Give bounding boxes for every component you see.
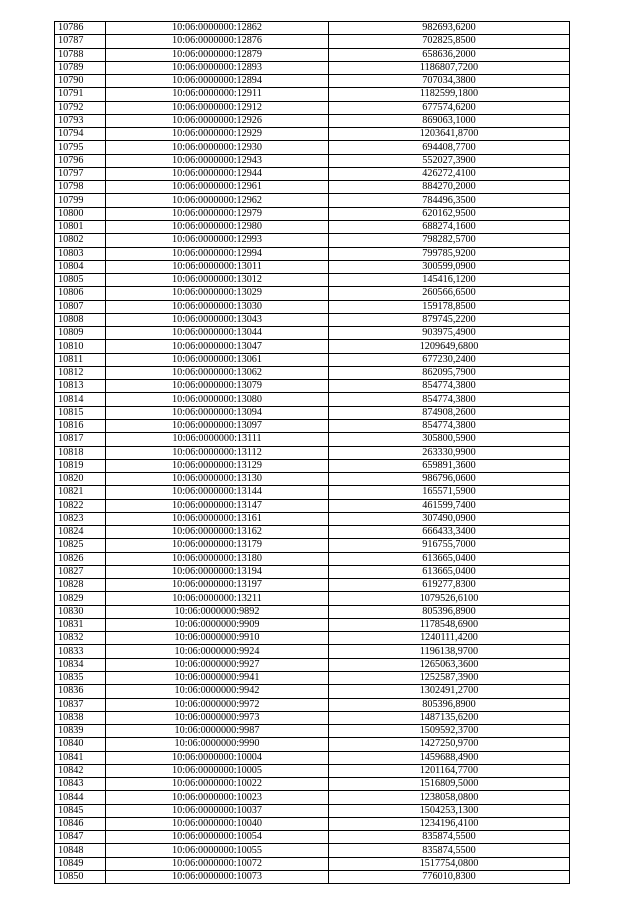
- cadastral-number-cell: 10:06:0000000:9924: [106, 645, 329, 658]
- value-cell: 702825,8500: [329, 35, 570, 48]
- cadastral-number-cell: 10:06:0000000:12943: [106, 154, 329, 167]
- table-row: [55, 738, 570, 751]
- value-cell: 666433,3400: [329, 526, 570, 539]
- row-number-cell: 10793: [55, 114, 106, 127]
- table-row: [55, 871, 570, 884]
- value-cell: 1209649,6800: [329, 340, 570, 353]
- value-cell: 1487135,6200: [329, 711, 570, 724]
- cadastral-number-cell: 10:06:0000000:12862: [106, 22, 329, 35]
- table-row: [55, 658, 570, 671]
- cadastral-number-cell: 10:06:0000000:12961: [106, 181, 329, 194]
- table-row: [55, 380, 570, 393]
- row-number-cell: 10804: [55, 260, 106, 273]
- table-row: [55, 579, 570, 592]
- row-number-cell: 10816: [55, 419, 106, 432]
- row-number-cell: 10802: [55, 234, 106, 247]
- value-cell: 1504253,1300: [329, 804, 570, 817]
- value-cell: 986796,0600: [329, 473, 570, 486]
- cadastral-number-cell: 10:06:0000000:12979: [106, 207, 329, 220]
- table-body: [55, 22, 570, 884]
- table-row: [55, 565, 570, 578]
- value-cell: 784496,3500: [329, 194, 570, 207]
- value-cell: 694408,7700: [329, 141, 570, 154]
- cadastral-number-cell: 10:06:0000000:13029: [106, 287, 329, 300]
- table-row: [55, 274, 570, 287]
- cadastral-number-cell: 10:06:0000000:12929: [106, 128, 329, 141]
- table-row: [55, 778, 570, 791]
- cadastral-number-cell: 10:06:0000000:10072: [106, 857, 329, 870]
- table-row: [55, 114, 570, 127]
- cadastral-number-cell: 10:06:0000000:12930: [106, 141, 329, 154]
- row-number-cell: 10818: [55, 446, 106, 459]
- row-number-cell: 10803: [55, 247, 106, 260]
- cadastral-number-cell: 10:06:0000000:10023: [106, 791, 329, 804]
- cadastral-number-cell: 10:06:0000000:13180: [106, 552, 329, 565]
- cadastral-number-cell: 10:06:0000000:10005: [106, 764, 329, 777]
- value-cell: 613665,0400: [329, 552, 570, 565]
- value-cell: 798282,5700: [329, 234, 570, 247]
- cadastral-number-cell: 10:06:0000000:10054: [106, 831, 329, 844]
- row-number-cell: 10828: [55, 579, 106, 592]
- cadastral-number-cell: 10:06:0000000:13179: [106, 539, 329, 552]
- row-number-cell: 10843: [55, 778, 106, 791]
- table-row: [55, 433, 570, 446]
- row-number-cell: 10840: [55, 738, 106, 751]
- row-number-cell: 10801: [55, 220, 106, 233]
- value-cell: 619277,8300: [329, 579, 570, 592]
- row-number-cell: 10790: [55, 75, 106, 88]
- row-number-cell: 10833: [55, 645, 106, 658]
- value-cell: 707034,3800: [329, 75, 570, 88]
- cadastral-number-cell: 10:06:0000000:13079: [106, 380, 329, 393]
- table-row: [55, 844, 570, 857]
- cadastral-number-cell: 10:06:0000000:13211: [106, 592, 329, 605]
- row-number-cell: 10831: [55, 618, 106, 631]
- cadastral-number-cell: 10:06:0000000:12944: [106, 167, 329, 180]
- table-row: [55, 406, 570, 419]
- cadastral-number-cell: 10:06:0000000:10055: [106, 844, 329, 857]
- value-cell: 982693,6200: [329, 22, 570, 35]
- cadastral-number-cell: 10:06:0000000:12912: [106, 101, 329, 114]
- value-cell: 916755,7000: [329, 539, 570, 552]
- cadastral-number-cell: 10:06:0000000:13062: [106, 366, 329, 379]
- row-number-cell: 10820: [55, 473, 106, 486]
- value-cell: 1517754,0800: [329, 857, 570, 870]
- value-cell: 1509592,3700: [329, 725, 570, 738]
- cadastral-number-cell: 10:06:0000000:10037: [106, 804, 329, 817]
- value-cell: 869063,1000: [329, 114, 570, 127]
- table-row: [55, 154, 570, 167]
- value-cell: 300599,0900: [329, 260, 570, 273]
- cadastral-number-cell: 10:06:0000000:13030: [106, 300, 329, 313]
- row-number-cell: 10842: [55, 764, 106, 777]
- cadastral-number-cell: 10:06:0000000:13080: [106, 393, 329, 406]
- value-cell: 677574,6200: [329, 101, 570, 114]
- table-row: [55, 486, 570, 499]
- cadastral-number-cell: 10:06:0000000:12962: [106, 194, 329, 207]
- value-cell: 1201164,7700: [329, 764, 570, 777]
- table-row: [55, 327, 570, 340]
- value-cell: 1516809,5000: [329, 778, 570, 791]
- row-number-cell: 10814: [55, 393, 106, 406]
- value-cell: 1079526,6100: [329, 592, 570, 605]
- row-number-cell: 10832: [55, 632, 106, 645]
- value-cell: 307490,0900: [329, 512, 570, 525]
- table-row: [55, 831, 570, 844]
- table-row: [55, 313, 570, 326]
- cadastral-number-cell: 10:06:0000000:9910: [106, 632, 329, 645]
- cadastral-number-cell: 10:06:0000000:13043: [106, 313, 329, 326]
- value-cell: 1427250,9700: [329, 738, 570, 751]
- table-row: [55, 128, 570, 141]
- row-number-cell: 10819: [55, 459, 106, 472]
- value-cell: 677230,2400: [329, 353, 570, 366]
- row-number-cell: 10809: [55, 327, 106, 340]
- value-cell: 805396,8900: [329, 698, 570, 711]
- table-row: [55, 672, 570, 685]
- cadastral-number-cell: 10:06:0000000:13097: [106, 419, 329, 432]
- table-row: [55, 645, 570, 658]
- cadastral-number-cell: 10:06:0000000:13012: [106, 274, 329, 287]
- table-row: [55, 711, 570, 724]
- table-row: [55, 539, 570, 552]
- row-number-cell: 10813: [55, 380, 106, 393]
- row-number-cell: 10835: [55, 672, 106, 685]
- cadastral-number-cell: 10:06:0000000:9942: [106, 685, 329, 698]
- table-row: [55, 393, 570, 406]
- row-number-cell: 10798: [55, 181, 106, 194]
- value-cell: 461599,7400: [329, 499, 570, 512]
- row-number-cell: 10812: [55, 366, 106, 379]
- cadastral-number-cell: 10:06:0000000:13094: [106, 406, 329, 419]
- row-number-cell: 10792: [55, 101, 106, 114]
- row-number-cell: 10811: [55, 353, 106, 366]
- cadastral-number-cell: 10:06:0000000:9990: [106, 738, 329, 751]
- table-row: [55, 618, 570, 631]
- row-number-cell: 10848: [55, 844, 106, 857]
- value-cell: 835874,5500: [329, 831, 570, 844]
- value-cell: 620162,9500: [329, 207, 570, 220]
- row-number-cell: 10791: [55, 88, 106, 101]
- row-number-cell: 10850: [55, 871, 106, 884]
- value-cell: 1302491,2700: [329, 685, 570, 698]
- row-number-cell: 10847: [55, 831, 106, 844]
- cadastral-number-cell: 10:06:0000000:13129: [106, 459, 329, 472]
- table-row: [55, 207, 570, 220]
- table-row: [55, 181, 570, 194]
- value-cell: 260566,6500: [329, 287, 570, 300]
- value-cell: 426272,4100: [329, 167, 570, 180]
- value-cell: 879745,2200: [329, 313, 570, 326]
- table-row: [55, 340, 570, 353]
- cadastral-number-cell: 10:06:0000000:13130: [106, 473, 329, 486]
- value-cell: 165571,5900: [329, 486, 570, 499]
- row-number-cell: 10815: [55, 406, 106, 419]
- table-row: [55, 61, 570, 74]
- row-number-cell: 10829: [55, 592, 106, 605]
- row-number-cell: 10797: [55, 167, 106, 180]
- cadastral-number-cell: 10:06:0000000:9892: [106, 605, 329, 618]
- table-row: [55, 512, 570, 525]
- value-cell: 658636,2000: [329, 48, 570, 61]
- cadastral-number-cell: 10:06:0000000:12911: [106, 88, 329, 101]
- cadastral-number-cell: 10:06:0000000:9972: [106, 698, 329, 711]
- cadastral-number-cell: 10:06:0000000:13147: [106, 499, 329, 512]
- table-row: [55, 791, 570, 804]
- cadastral-number-cell: 10:06:0000000:10040: [106, 817, 329, 830]
- table-row: [55, 353, 570, 366]
- row-number-cell: 10825: [55, 539, 106, 552]
- table-row: [55, 141, 570, 154]
- cadastral-number-cell: 10:06:0000000:12926: [106, 114, 329, 127]
- cadastral-number-cell: 10:06:0000000:13194: [106, 565, 329, 578]
- table-row: [55, 35, 570, 48]
- row-number-cell: 10841: [55, 751, 106, 764]
- table-row: [55, 101, 570, 114]
- value-cell: 776010,8300: [329, 871, 570, 884]
- row-number-cell: 10849: [55, 857, 106, 870]
- row-number-cell: 10800: [55, 207, 106, 220]
- cadastral-number-cell: 10:06:0000000:12893: [106, 61, 329, 74]
- value-cell: 1252587,3900: [329, 672, 570, 685]
- cadastral-number-cell: 10:06:0000000:10004: [106, 751, 329, 764]
- cadastral-number-cell: 10:06:0000000:9987: [106, 725, 329, 738]
- row-number-cell: 10844: [55, 791, 106, 804]
- row-number-cell: 10823: [55, 512, 106, 525]
- row-number-cell: 10846: [55, 817, 106, 830]
- row-number-cell: 10836: [55, 685, 106, 698]
- row-number-cell: 10821: [55, 486, 106, 499]
- row-number-cell: 10834: [55, 658, 106, 671]
- cadastral-number-cell: 10:06:0000000:13161: [106, 512, 329, 525]
- value-cell: 854774,3800: [329, 419, 570, 432]
- value-cell: 854774,3800: [329, 380, 570, 393]
- value-cell: 1459688,4900: [329, 751, 570, 764]
- value-cell: 884270,2000: [329, 181, 570, 194]
- table-row: [55, 698, 570, 711]
- table-row: [55, 592, 570, 605]
- table-row: [55, 22, 570, 35]
- table-row: [55, 685, 570, 698]
- value-cell: 1186807,7200: [329, 61, 570, 74]
- table-row: [55, 632, 570, 645]
- value-cell: 1238058,0800: [329, 791, 570, 804]
- table-row: [55, 287, 570, 300]
- value-cell: 835874,5500: [329, 844, 570, 857]
- cadastral-number-cell: 10:06:0000000:9909: [106, 618, 329, 631]
- cadastral-number-cell: 10:06:0000000:12994: [106, 247, 329, 260]
- value-cell: 1196138,9700: [329, 645, 570, 658]
- row-number-cell: 10810: [55, 340, 106, 353]
- table-row: [55, 499, 570, 512]
- table-row: [55, 247, 570, 260]
- cadastral-number-cell: 10:06:0000000:10073: [106, 871, 329, 884]
- value-cell: 854774,3800: [329, 393, 570, 406]
- value-cell: 903975,4900: [329, 327, 570, 340]
- table-row: [55, 751, 570, 764]
- value-cell: 613665,0400: [329, 565, 570, 578]
- table-row: [55, 167, 570, 180]
- value-cell: 145416,1200: [329, 274, 570, 287]
- row-number-cell: 10786: [55, 22, 106, 35]
- cadastral-number-cell: 10:06:0000000:13011: [106, 260, 329, 273]
- table-row: [55, 75, 570, 88]
- cadastral-number-cell: 10:06:0000000:12993: [106, 234, 329, 247]
- table-row: [55, 857, 570, 870]
- table-row: [55, 725, 570, 738]
- row-number-cell: 10806: [55, 287, 106, 300]
- value-cell: 159178,8500: [329, 300, 570, 313]
- cadastral-number-cell: 10:06:0000000:12980: [106, 220, 329, 233]
- value-cell: 862095,7900: [329, 366, 570, 379]
- row-number-cell: 10794: [55, 128, 106, 141]
- row-number-cell: 10839: [55, 725, 106, 738]
- table-row: [55, 764, 570, 777]
- row-number-cell: 10826: [55, 552, 106, 565]
- row-number-cell: 10799: [55, 194, 106, 207]
- row-number-cell: 10817: [55, 433, 106, 446]
- row-number-cell: 10830: [55, 605, 106, 618]
- cadastral-number-cell: 10:06:0000000:13047: [106, 340, 329, 353]
- value-cell: 874908,2600: [329, 406, 570, 419]
- row-number-cell: 10838: [55, 711, 106, 724]
- row-number-cell: 10824: [55, 526, 106, 539]
- value-cell: 1265063,3600: [329, 658, 570, 671]
- row-number-cell: 10827: [55, 565, 106, 578]
- row-number-cell: 10788: [55, 48, 106, 61]
- value-cell: 659891,3600: [329, 459, 570, 472]
- table-row: [55, 234, 570, 247]
- value-cell: 799785,9200: [329, 247, 570, 260]
- table-row: [55, 459, 570, 472]
- table-row: [55, 88, 570, 101]
- table-row: [55, 804, 570, 817]
- table-row: [55, 552, 570, 565]
- table-row: [55, 446, 570, 459]
- table-row: [55, 473, 570, 486]
- row-number-cell: 10787: [55, 35, 106, 48]
- row-number-cell: 10807: [55, 300, 106, 313]
- row-number-cell: 10837: [55, 698, 106, 711]
- cadastral-number-cell: 10:06:0000000:13044: [106, 327, 329, 340]
- value-cell: 263330,9900: [329, 446, 570, 459]
- value-cell: 1240111,4200: [329, 632, 570, 645]
- row-number-cell: 10808: [55, 313, 106, 326]
- row-number-cell: 10789: [55, 61, 106, 74]
- value-cell: 1182599,1800: [329, 88, 570, 101]
- table-row: [55, 220, 570, 233]
- row-number-cell: 10845: [55, 804, 106, 817]
- value-cell: 1234196,4100: [329, 817, 570, 830]
- cadastral-number-cell: 10:06:0000000:13144: [106, 486, 329, 499]
- cadastral-number-cell: 10:06:0000000:13111: [106, 433, 329, 446]
- table-row: [55, 817, 570, 830]
- cadastral-number-cell: 10:06:0000000:12879: [106, 48, 329, 61]
- cadastral-number-cell: 10:06:0000000:13197: [106, 579, 329, 592]
- table-row: [55, 48, 570, 61]
- cadastral-number-cell: 10:06:0000000:9973: [106, 711, 329, 724]
- table-row: [55, 526, 570, 539]
- cadastral-number-cell: 10:06:0000000:9941: [106, 672, 329, 685]
- value-cell: 552027,3900: [329, 154, 570, 167]
- table-row: [55, 260, 570, 273]
- value-cell: 1178548,6900: [329, 618, 570, 631]
- cadastral-number-cell: 10:06:0000000:13162: [106, 526, 329, 539]
- cadastral-number-cell: 10:06:0000000:12894: [106, 75, 329, 88]
- cadastral-number-cell: 10:06:0000000:12876: [106, 35, 329, 48]
- row-number-cell: 10796: [55, 154, 106, 167]
- row-number-cell: 10822: [55, 499, 106, 512]
- cadastral-number-cell: 10:06:0000000:13112: [106, 446, 329, 459]
- row-number-cell: 10795: [55, 141, 106, 154]
- value-cell: 805396,8900: [329, 605, 570, 618]
- value-cell: 1203641,8700: [329, 128, 570, 141]
- row-number-cell: 10805: [55, 274, 106, 287]
- table-row: [55, 366, 570, 379]
- value-cell: 688274,1600: [329, 220, 570, 233]
- table-row: [55, 605, 570, 618]
- table-row: [55, 419, 570, 432]
- cadastral-number-cell: 10:06:0000000:9927: [106, 658, 329, 671]
- data-table: [54, 21, 570, 884]
- cadastral-number-cell: 10:06:0000000:10022: [106, 778, 329, 791]
- value-cell: 305800,5900: [329, 433, 570, 446]
- table-row: [55, 300, 570, 313]
- cadastral-number-cell: 10:06:0000000:13061: [106, 353, 329, 366]
- table-row: [55, 194, 570, 207]
